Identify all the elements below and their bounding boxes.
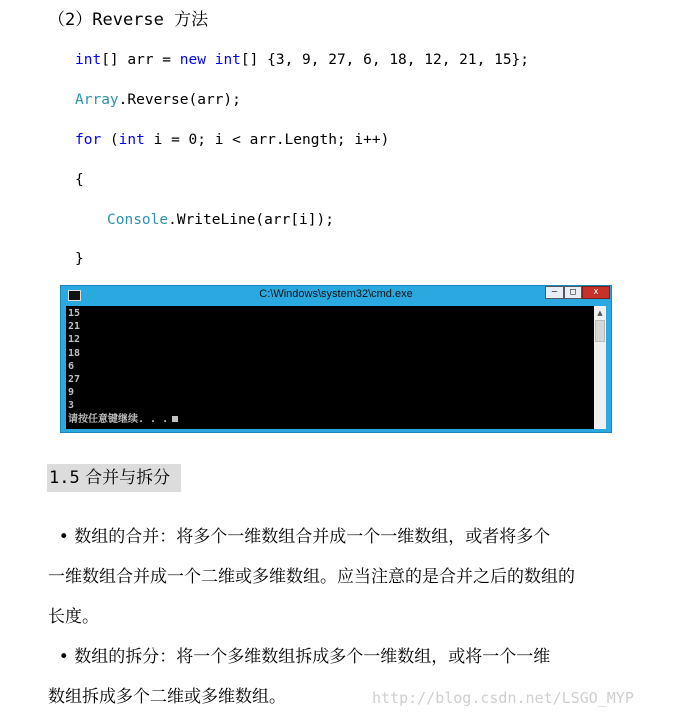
code-text: .Reverse(arr); [118,92,241,108]
code-keyword: new [179,52,206,68]
paragraph-merge [48,517,638,637]
section-title [47,464,181,492]
console-line: 27 [68,374,81,386]
code-text: .WriteLine(arr[i]); [168,212,334,228]
code-keyword: int [214,52,241,68]
code-close-brace: } [75,251,84,267]
console-prompt-line [68,413,178,426]
code-type: Console [107,212,169,228]
code-text: [] arr = [101,52,180,68]
code-text [206,52,215,68]
minimize-button[interactable]: – [545,286,564,299]
code-keyword: int [75,52,102,68]
paragraph-line: • 数组的拆分：将一个多维数组拆成多个一维数组，或将一个一维 [48,647,551,667]
close-button[interactable]: x [582,286,610,299]
maximize-button[interactable]: □ [564,286,582,299]
console-title: C:\Windows\system32\cmd.exe [259,288,413,300]
section-title-text: 合并与拆分 [85,468,171,488]
cursor-block [172,416,178,422]
watermark: http://blog.csdn.net/LSGO_MYP [372,689,634,707]
console-output-area [66,306,594,429]
paragraph-line: 长度。 [48,607,99,627]
code-line-1 [75,50,529,70]
console-line: 12 [68,334,81,346]
console-title-bar[interactable] [61,286,611,305]
paragraph-line: 一维数组合并成一个二维或多维数组。应当注意的是合并之后的数组的 [48,567,575,587]
code-line-5 [107,210,334,230]
code-text: ( [101,132,119,148]
code-text: [] {3, 9, 27, 6, 18, 12, 21, 15}; [240,52,530,68]
console-line: 15 [68,308,81,319]
console-line: 18 [68,347,81,359]
console-line: 3 [68,400,75,412]
console-window [60,285,612,433]
code-line-3 [75,130,389,150]
paragraph-line: 数组拆成多个二维或多维数组。 [48,687,286,707]
section-subheading: （2）Reverse 方法 [48,10,209,30]
code-line-2 [75,90,241,110]
code-keyword: for [75,132,102,148]
console-line: 9 [68,387,75,399]
console-prompt: 请按任意键继续. . . [68,413,169,425]
scroll-thumb[interactable] [595,320,605,342]
code-text: i = 0; i < arr.Length; i++) [144,132,390,148]
console-scrollbar[interactable] [594,306,606,429]
code-keyword: int [118,132,145,148]
paragraph-line: • 数组的合并：将多个一维数组合并成一个一维数组，或者将多个 [48,527,551,547]
section-number: 1.5 [49,468,80,488]
code-open-brace: { [75,172,84,188]
console-line: 21 [68,321,81,333]
console-line: 6 [68,360,75,372]
code-type: Array [75,92,119,108]
scroll-up-icon[interactable]: ▲ [597,309,603,317]
